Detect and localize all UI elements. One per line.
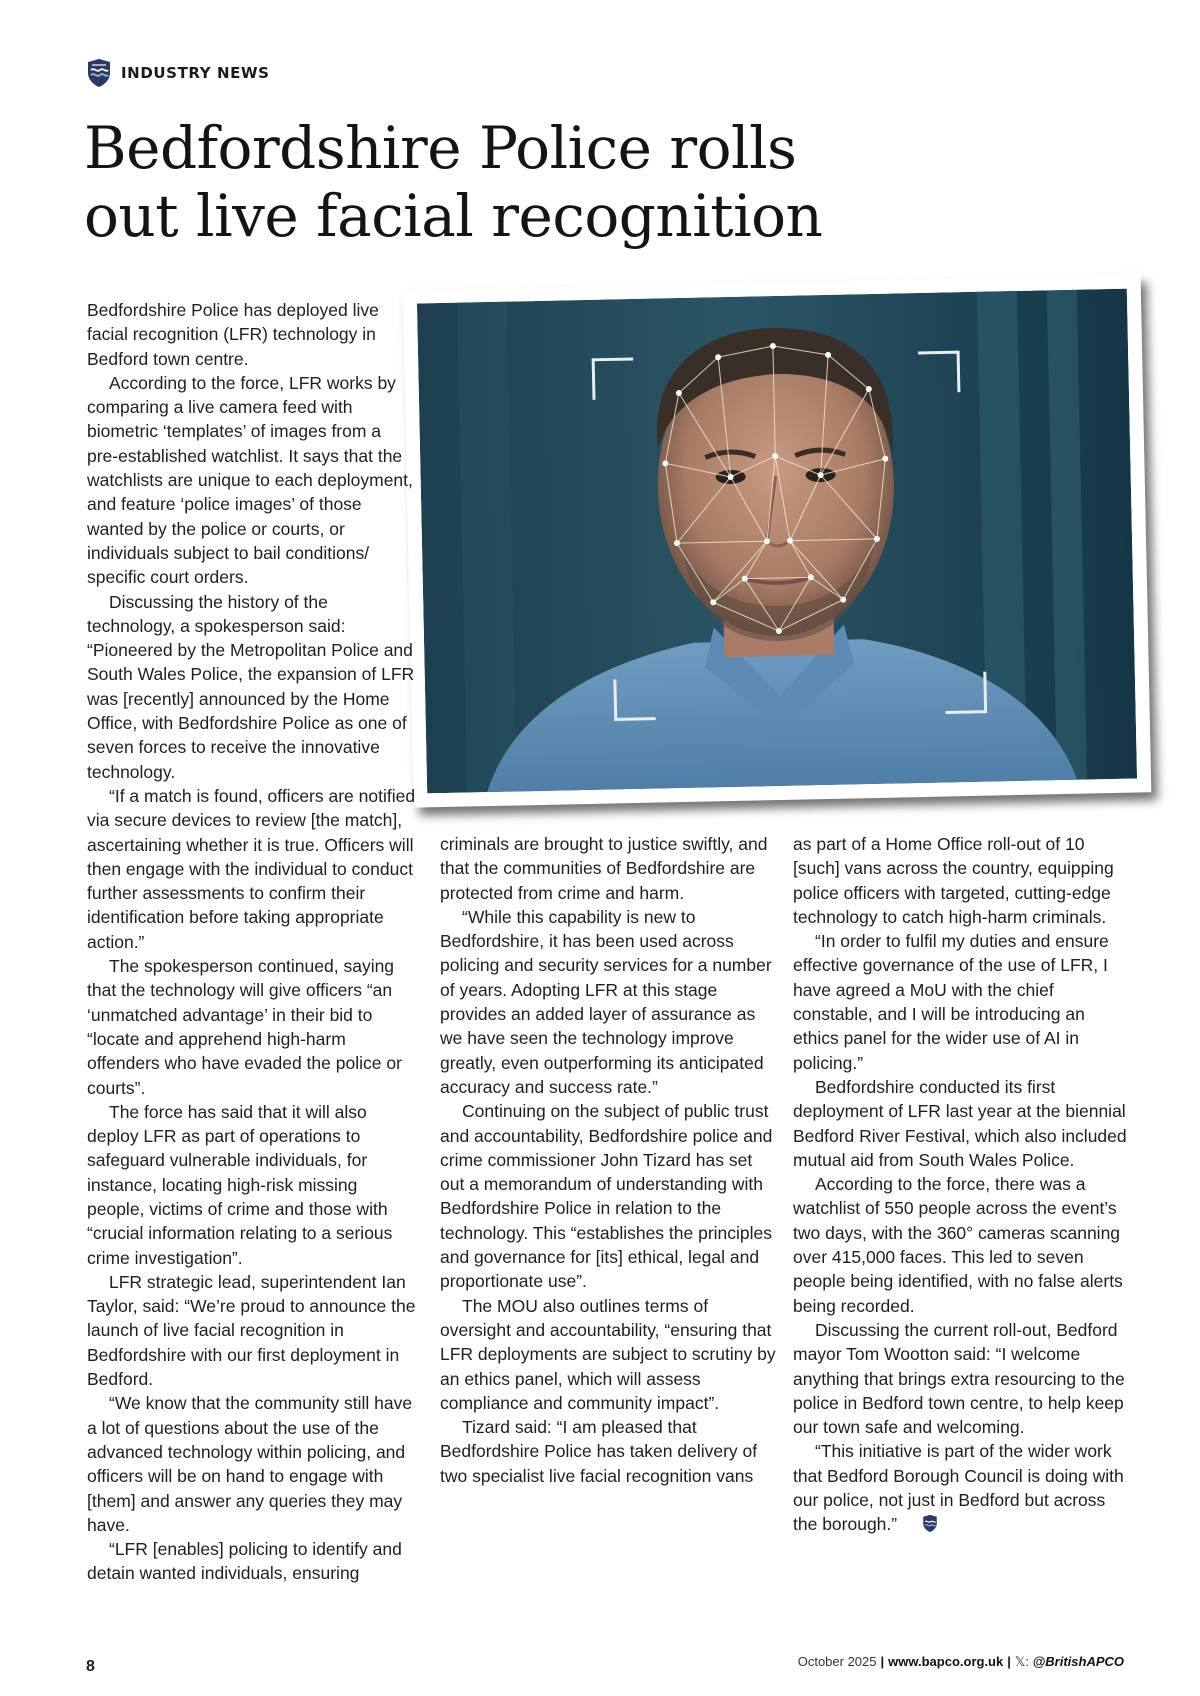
page-number: 8 <box>86 1658 95 1675</box>
bapco-shield-end-icon <box>900 1514 938 1539</box>
paragraph: “In order to fulfil my duties and ensure effective governance of the use of LFR, I have agreed a MoU with the chief constable, and I will be introducing an ethics panel for the wider use of AI in policing.” <box>793 931 1109 1073</box>
paragraph: The spokesperson continued, saying that the technology will give officers “an ‘unmatched advantage’ in their bid to “locate and apprehend high-harm offenders who have evaded the police or courts”. <box>87 956 402 1098</box>
paragraph: “LFR [enables] policing to identify and detain wanted individuals, ensuring <box>87 1539 402 1584</box>
paragraph: Bedfordshire conducted its first deployment of LFR last year at the biennial Bedford River Festival, which also included mutual aid from South Wales Police. <box>793 1076 1127 1170</box>
article-photo <box>403 274 1152 807</box>
column-1 <box>87 298 417 1586</box>
issue-date: October 2025 <box>797 1654 877 1669</box>
paragraph: as part of a Home Office roll-out of 10 [such] vans across the country, equipping police officers with targeted, cutting-edge technology to catch high-harm criminals. <box>793 834 1114 927</box>
website-link[interactable]: www.bapco.org.uk <box>888 1654 1004 1669</box>
paragraph-last <box>793 1439 1129 1539</box>
paragraph: Discussing the history of the technology, a spokesperson said: “Pioneered by the Metropolitan Police and South Wales Police, the expansion of LFR was [recently] announced by the Home Office, with Bedfordshire Police as one of seven forces to receive the innovative technology. <box>87 591 415 782</box>
paragraph: Discussing the current roll-out, Bedford mayor Tom Wootton said: “I welcome anything that brings extra resourcing to the police in Bedford town centre, to help keep our town safe and welcoming. <box>793 1319 1125 1438</box>
paragraph: Bedfordshire Police has deployed live facial recognition (LFR) technology in Bedford town centre. <box>87 300 379 369</box>
paragraph: Continuing on the subject of public trust and accountability, Bedfordshire police and crime commissioner John Tizard has set out a memorandum of understanding with Bedfordshire Police in relation to the technology. This “establishes the principles and governance for [its] ethical, legal and proportionate use”. <box>440 1101 773 1292</box>
column-2 <box>440 832 776 1488</box>
bapco-shield-icon <box>86 58 112 88</box>
paragraph: “While this capability is new to Bedfordshire, it has been used across policing and security services for a number of years. Adopting LFR at this stage provides an added layer of assurance as we have seen the technology improve greatly, even outperforming its anticipated accuracy and success rate.” <box>440 906 772 1097</box>
paragraph: The MOU also outlines terms of oversight and accountability, “ensuring that LFR deployments are subject to scrutiny by an ethics panel, which will assess compliance and community impact”. <box>440 1295 776 1413</box>
paragraph: “If a match is found, officers are notified via secure devices to review [the match], ascertaining whether it is true. Officers will then engage with the individual to conduct further assessments to confirm their identification before taking appropriate action.” <box>87 785 416 952</box>
footer-credits: October 2025 | www.bapco.org.uk | 𝕏: @BritishAPCO <box>797 1654 1124 1669</box>
column-3 <box>793 832 1129 1540</box>
facial-recognition-photo <box>417 289 1137 794</box>
paragraph: The force has said that it will also deploy LFR as part of operations to safeguard vulnerable individuals, for instance, locating high-risk missing people, victims of crime and those with “crucial information relating to a serious crime investigation”. <box>87 1101 393 1268</box>
section-header <box>86 56 270 90</box>
paragraph: criminals are brought to justice swiftly, and that the communities of Bedfordshire are protected from crime and harm. <box>440 834 768 903</box>
paragraph: According to the force, LFR works by comparing a live camera feed with biometric ‘templates’ of images from a pre-established watchlist. It says that the watchlists are unique to each deployment, and feature ‘police images’ of those wanted by the police or courts, or individuals subject to bail conditions/ specific court orders. <box>87 372 413 588</box>
paragraph: LFR strategic lead, superintendent Ian Taylor, said: “We’re proud to announce the launch of live facial recognition in Bedfordshire with our first deployment in Bedford. <box>87 1271 416 1390</box>
paragraph: Tizard said: “I am pleased that Bedfordshire Police has taken delivery of two specialist live facial recognition vans <box>440 1417 758 1486</box>
section-label: INDUSTRY NEWS <box>121 64 270 82</box>
paragraph-text: “This initiative is part of the wider work that Bedford Borough Council is doing with our police, not just in Bedford but across the borough.” <box>793 1441 1124 1535</box>
paragraph: According to the force, there was a watchlist of 550 people across the event’s two days, with the 360° cameras scanning over 415,000 faces. This led to seven people being identified, with no false alerts being recorded. <box>793 1174 1123 1316</box>
paragraph: “We know that the community still have a lot of questions about the use of the advanced technology within policing, and officers will be on hand to engage with [them] and answer any queries they may have. <box>87 1393 413 1535</box>
social-handle[interactable]: @BritishAPCO <box>1032 1654 1124 1669</box>
title-line-2: out live facial recognition <box>84 182 823 250</box>
x-logo-icon: 𝕏 <box>1014 1654 1026 1669</box>
title-line-1: Bedfordshire Police rolls <box>84 114 797 182</box>
article-title <box>84 114 1124 250</box>
